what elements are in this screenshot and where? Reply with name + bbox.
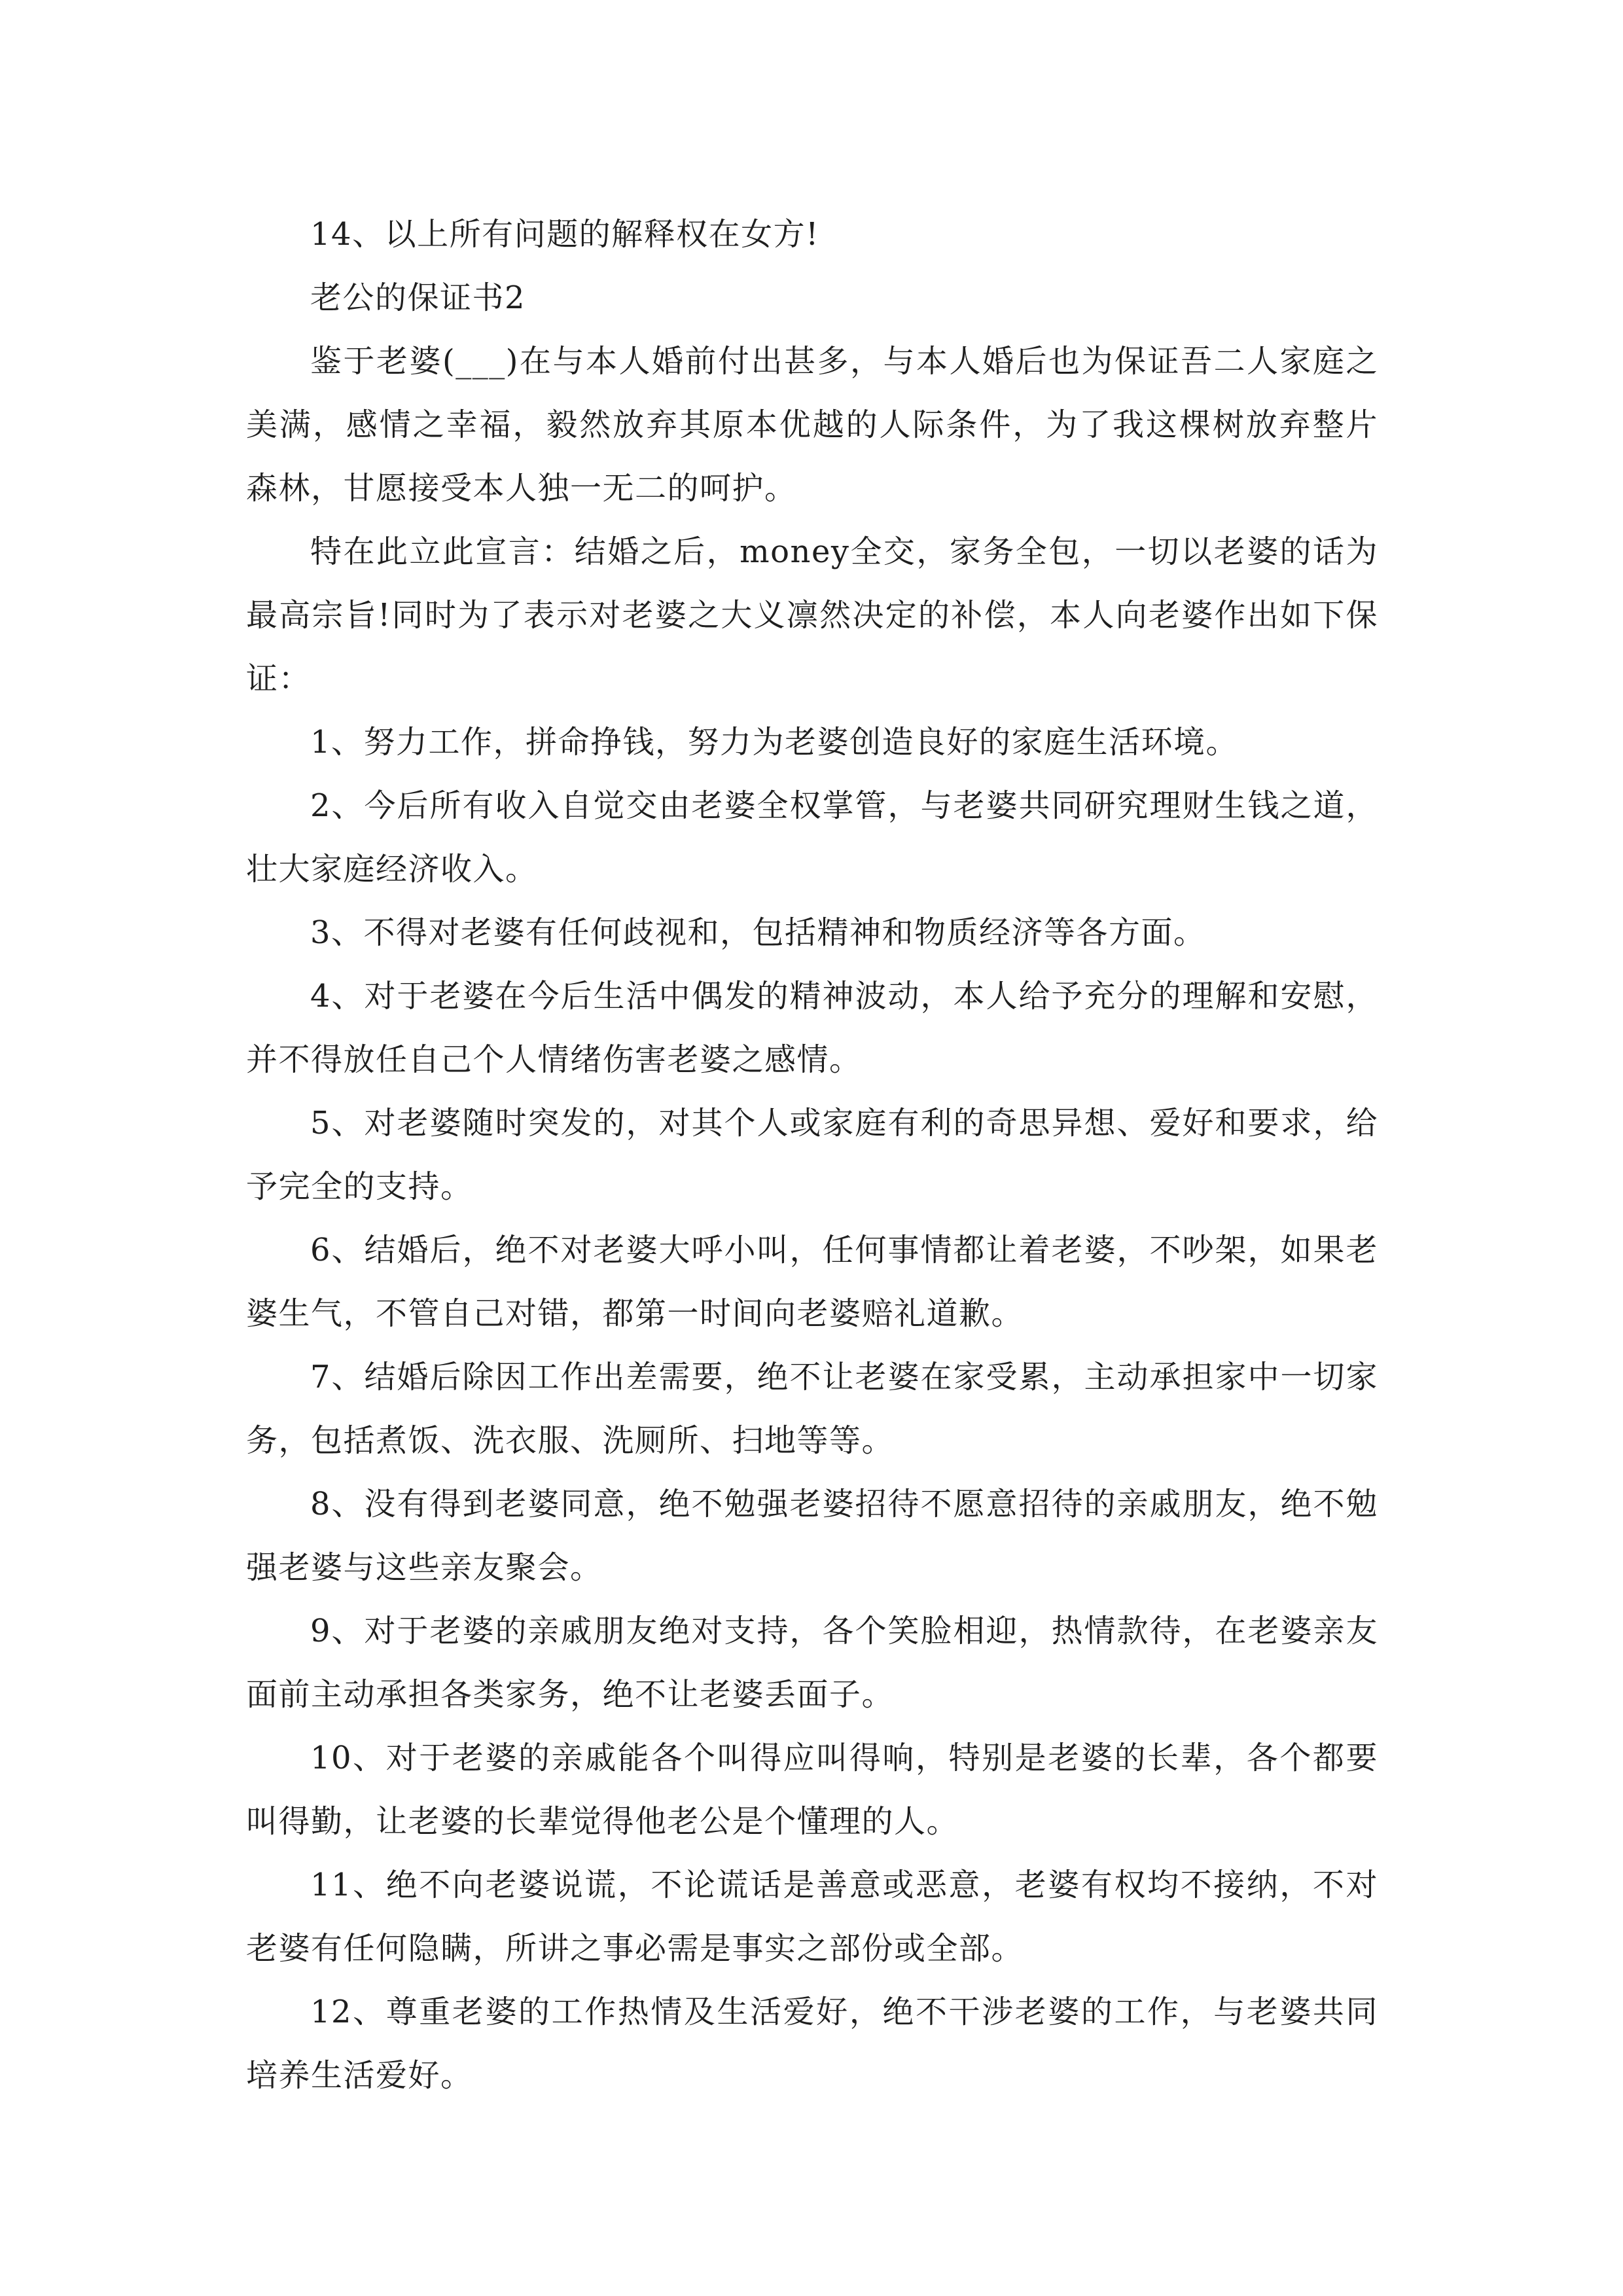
paragraph-item-12: 12、尊重老婆的工作热情及生活爱好，绝不干涉老婆的工作，与老婆共同培养生活爱好。 [246,1994,1378,2094]
paragraph-item-9: 9、对于老婆的亲戚朋友绝对支持，各个笑脸相迎，热情款待，在老婆亲友面前主动承担各类家务，绝不让老婆丢面子。 [246,1613,1378,1713]
paragraph-preamble: 鉴于老婆(___)在与本人婚前付出甚多，与本人婚后也为保证吾二人家庭之美满，感情之幸福，毅然放弃其原本优越的人际条件，为了我这棵树放弃整片森林，甘愿接受本人独一无二的呵护。 [246,343,1378,507]
paragraph-item-11: 11、绝不向老婆说谎，不论谎话是善意或恶意，老婆有权均不接纳，不对老婆有任何隐瞒，所讲之事必需是事实之部份或全部。 [246,1867,1378,1967]
document-body [246,203,1378,2108]
paragraph-item-5: 5、对老婆随时突发的，对其个人或家庭有利的奇思异想、爱好和要求，给予完全的支持。 [246,1105,1378,1205]
paragraph-item-2: 2、今后所有收入自觉交由老婆全权掌管，与老婆共同研究理财生钱之道，壮大家庭经济收入。 [246,787,1378,888]
paragraph-item-3: 3、不得对老婆有任何歧视和，包括精神和物质经济等各方面。 [310,914,1206,951]
paragraph-item-4: 4、对于老婆在今后生活中偶发的精神波动，本人给予充分的理解和安慰，并不得放任自己个人情绪伤害老婆之感情。 [246,978,1378,1078]
paragraph-item-6: 6、结婚后，绝不对老婆大呼小叫，任何事情都让着老婆，不吵架，如果老婆生气，不管自己对错，都第一时间向老婆赔礼道歉。 [246,1232,1378,1332]
paragraph-item-10: 10、对于老婆的亲戚能各个叫得应叫得响，特别是老婆的长辈，各个都要叫得勤，让老婆的长辈觉得他老公是个懂理的人。 [246,1740,1378,1840]
section-title: 老公的保证书2 [310,279,526,316]
paragraph-item-1: 1、努力工作，拼命挣钱，努力为老婆创造良好的家庭生活环境。 [310,724,1239,761]
paragraph-item-7: 7、结婚后除因工作出差需要，绝不让老婆在家受累，主动承担家中一切家务，包括煮饭、洗衣服、洗厕所、扫地等等。 [246,1359,1378,1459]
paragraph-item-8: 8、没有得到老婆同意，绝不勉强老婆招待不愿意招待的亲戚朋友，绝不勉强老婆与这些亲友聚会。 [246,1486,1378,1586]
paragraph-item-14: 14、以上所有问题的解释权在女方! [310,216,819,253]
paragraph-declaration: 特在此立此宣言：结婚之后，money全交，家务全包，一切以老婆的话为最高宗旨!同时为了表示对老婆之大义凛然决定的补偿，本人向老婆作出如下保证： [246,533,1378,697]
